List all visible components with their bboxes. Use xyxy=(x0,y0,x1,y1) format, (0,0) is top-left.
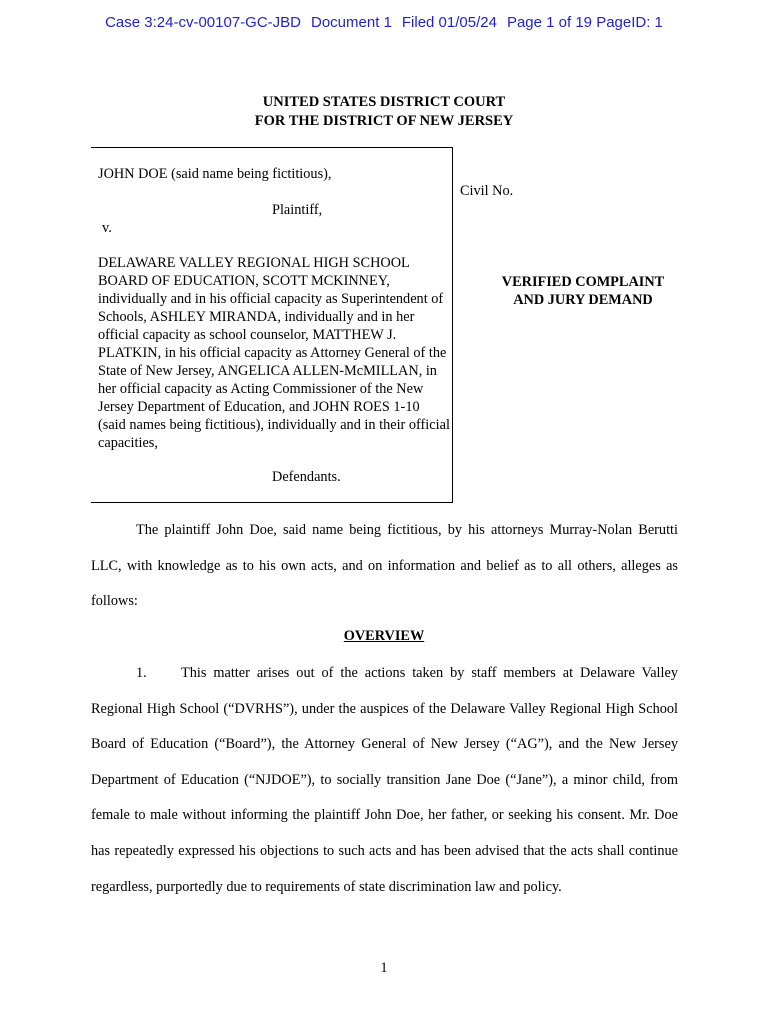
paragraph-1-text: This matter arises out of the actions taken by staff members at Delaware Valley Regional High School (“DVRHS”), under the auspices of the Delaware Valley Regional High School Board of Education (“Board”), the Attorney General of New Jersey (“AG”), and the New Jersey Department of Education (“NJDOE”), to socially transition Jane Doe (“Jane”), a minor child, from female to male without informing the plaintiff John Doe, her father, or seeking his consent. Mr. Doe has repeatedly expressed his objections to such acts and has been advised that the acts shall continue regardless, purportedly due to requirements of state discrimination law and policy. xyxy=(91,665,678,895)
court-district: FOR THE DISTRICT OF NEW JERSEY xyxy=(254,113,514,129)
plaintiff-name: JOHN DOE (said name being fictitious), xyxy=(98,166,332,182)
paragraph-1 xyxy=(91,656,678,905)
case-number: Case 3:24-cv-00107-GC-JBD xyxy=(105,14,301,31)
overview-heading: OVERVIEW xyxy=(343,628,425,644)
page-id: Page 1 of 19 PageID: 1 xyxy=(506,14,663,31)
court-name: UNITED STATES DISTRICT COURT xyxy=(262,94,506,110)
page-number: 1 xyxy=(380,960,388,976)
document-title-line2: AND JURY DEMAND xyxy=(513,292,653,308)
defendants-list: DELAWARE VALLEY REGIONAL HIGH SCHOOL BOARD OF EDUCATION, SCOTT MCKINNEY, individually and in his official capacity as Superintendent of Schools, ASHLEY MIRANDA, individually and in her official capacity as school counselor, MATTHEW J. PLATKIN, in his official capacity as Attorney General of the State of New Jersey, ANGELICA ALLEN-McMILLAN, in her official capacity as Acting Commissioner of the New Jersey Department of Education, and JOHN ROES 1-10 (said names being fictitious), individually and in their official capacities, xyxy=(98,255,450,451)
versus: v. xyxy=(102,220,112,236)
document-number: Document 1 xyxy=(311,14,392,31)
court-heading xyxy=(0,93,768,131)
plaintiff-label: Plaintiff, xyxy=(272,202,323,218)
document-title-line1: VERIFIED COMPLAINT xyxy=(501,274,665,290)
document-title xyxy=(463,273,703,309)
defendants-label: Defendants. xyxy=(272,469,341,485)
filed-date: Filed 01/05/24 xyxy=(401,14,497,31)
intro-paragraph: The plaintiff John Doe, said name being fictitious, by his attorneys Murray-Nolan Berutti LLC, with knowledge as to his own acts, and on information and belief as to all others, alleges as follows: xyxy=(91,522,678,610)
case-header-stamp xyxy=(0,14,768,31)
paragraph-1-number: 1. xyxy=(136,665,147,681)
civil-number: Civil No. xyxy=(460,183,514,199)
